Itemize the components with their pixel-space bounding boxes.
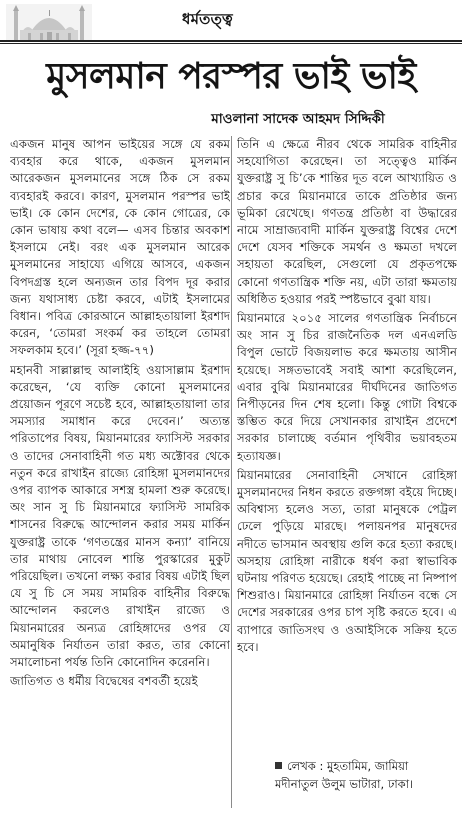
article-column-right: [237, 136, 457, 716]
mosque-icon: [6, 4, 92, 42]
article-column-left: [10, 136, 230, 812]
header-rule-thin: [0, 43, 462, 44]
paragraph: একজন মানুষ আপন ভাইয়ের সঙ্গে যে রকম ব্যবহার করে থাকে, একজন মুসলমান আরেকজন মুসলমানের সঙ্গে ঠিক সে রকম ব্যবহারই করবে। কারণ, মুসলমান পরস্পর ভাই ভাই। কে কোন দেশের, কে কোন গোত্রের, কে কোন ভাষায় কথা বলে— এসব চিন্তার অবকাশ ইসলামে নেই। বরং এক মুসলমান আরেক মুসলমানের সাহায্যে এগিয়ে আসবে, একজন বিপদগ্রস্ত হলে অন্যজন তার বিপদ দূর করার জন্য যথাসাধ্য চেষ্টা করবে, এটাই ইসলামের বিধান। পবিত্র কোরআনে আল্লাহতায়ালা ইরশাদ করেন, ‘তোমরা সংকর্ম কর তাহলে তোমরা সফলকাম হবে।’ (সূরা হজ্জ-৭৭): [10, 137, 230, 358]
article-headline: মুসলমান পরস্পর ভাই ভাই: [46, 56, 416, 97]
paragraph: মিয়ানমারে ২০১৫ সালের গণতান্ত্রিক নির্বাচনে অং সান সু চির রাজনৈতিক দল এনএলডি বিপুল ভোটে বিজয়লাভ করে ক্ষমতায় আসীন হয়েছে। সঙ্গতভাবেই সবাই আশা করেছিলেন, এবার বুঝি মিয়ানমারের দীর্ঘদিনের জাতিগত নিপীড়নের দিন শেষ হলো। কিন্তু গোটা বিশ্বকে স্তম্ভিত করে দিয়ে সেখানকার রাখাইন প্রদেশে সরকার চালাচ্ছে বর্তমান পৃথিবীর ভয়াবহতম হত্যাযজ্ঞ।: [237, 311, 457, 463]
article-byline: মাওলানা সাদেক আহমদ সিদ্দিকী: [211, 111, 385, 127]
paragraph: তিনি এ ক্ষেত্রে নীরব থেকে সামরিক বাহিনীর সহযোগিতা করেছেন। তা সত্ত্বেও মার্কিন যুক্তরাষ্ট্র সু চি’কে শান্তির দূত বলে আখ্যায়িত ও প্রচার করে মিয়ানমারে তাকে প্রতিষ্ঠার জন্য ভূমিকা রেখেছে। গণতন্ত্র প্রতিষ্ঠা বা উদ্ধারের নামে সাম্রাজ্যবাদী মার্কিন যুক্তরাষ্ট্র বিশ্বের দেশে দেশে যেসব শক্তিকে সমর্থন ও ক্ষমতা দখলে সহায়তা করেছিল, সেগুলো যে প্রকৃতপক্ষে কোনো গণতান্ত্রিক শক্তি নয়, এটা তারা ক্ষমতায় অধিষ্ঠিত হওয়ার পরই স্পষ্টভাবে বুঝা যায়।: [237, 137, 457, 306]
author-footer: [275, 757, 455, 793]
author-line-1: [275, 757, 455, 775]
author-affiliation: লেখক : মুহতামিম, জামিয়া: [287, 759, 409, 773]
header-rule: [0, 40, 462, 42]
paragraph: মহানবী সাল্লাল্লাহু আলাইহি ওয়াসাল্লাম ইরশাদ করেছেন, ‘যে ব্যক্তি কোনো মুসলমানের প্রয়োজন পূরণে সচেষ্ট হবে, আল্লাহতায়ালা তার সমস্যার সমাধান করে দেবেন।’ অত্যন্ত পরিতাপের বিষয়, মিয়ানমারের ফ্যাসিস্ট সরকার ও তাদের সেনাবাহিনী গত মধ্য অক্টোবর থেকে নতুন করে রাখাইন রাজ্যে রোহিঙ্গা মুসলমানদের ওপর ব্যাপক আকারে সশস্ত্র হামলা শুরু করেছে। অং সান সু চি মিয়ানমারে ফ্যাসিস্ট সামরিক শাসনের বিরুদ্ধে আন্দোলন করার সময় মার্কিন যুক্তরাষ্ট্র তাকে ‘গণতন্ত্রের মানস কন্যা’ বানিয়ে তার মাথায় নোবেল শান্তি পুরস্কারের মুকুট পরিয়েছিল। তখনো লক্ষ্য করার বিষয় এটাই ছিল যে সু চি সে সময় সামরিক বাহিনীর বিরুদ্ধে আন্দোলন করলেও রাখাইন রাজ্যে ও মিয়ানমারের অন্যত্র রোহিঙ্গাদের ওপর যে অমানুষিক নির্যাতন তারা করত, তার কোনো সমালোচনা পর্যন্ত তিনি কোনোদিন করেননি।: [10, 362, 230, 670]
square-bullet-icon: [275, 762, 282, 769]
paragraph: মিয়ানমারের সেনাবাহিনী সেখানে রোহিঙ্গা মুসলমানদের নিধন করতে রক্তগঙ্গা বইয়ে দিচ্ছে। অবিশ্বাস্য হলেও সত্য, তারা মানুষকে পেট্রল ঢেলে পুড়িয়ে মারছে। পলায়নপর মানুষদের নদীতে ভাসমান অবস্থায় গুলি করে হত্যা করছে। অসহায় রোহিঙ্গা নারীকে ধর্ষণ করা স্বাভাবিক ঘটনায় পরিণত হয়েছে। রেহাই পাচ্ছে না নিষ্পাপ শিশুরাও। মিয়ানমারে রোহিঙ্গা নির্যাতন বন্ধে সে দেশের সরকারের ওপর চাপ সৃষ্টি করতে হবে। এ ব্যাপারে জাতিসংঘ ও ওআইসিকে সক্রিয় হতে হবে।: [237, 467, 457, 654]
author-line-2: মদীনাতুল উলুম ভাটারা, ঢাকা।: [275, 777, 414, 791]
section-label: ধর্মতত্ত্ব: [182, 10, 233, 28]
column-divider: [231, 136, 232, 808]
paragraph: জাতিগত ও ধর্মীয় বিদ্বেষের বশবর্তী হয়েই: [10, 674, 198, 689]
